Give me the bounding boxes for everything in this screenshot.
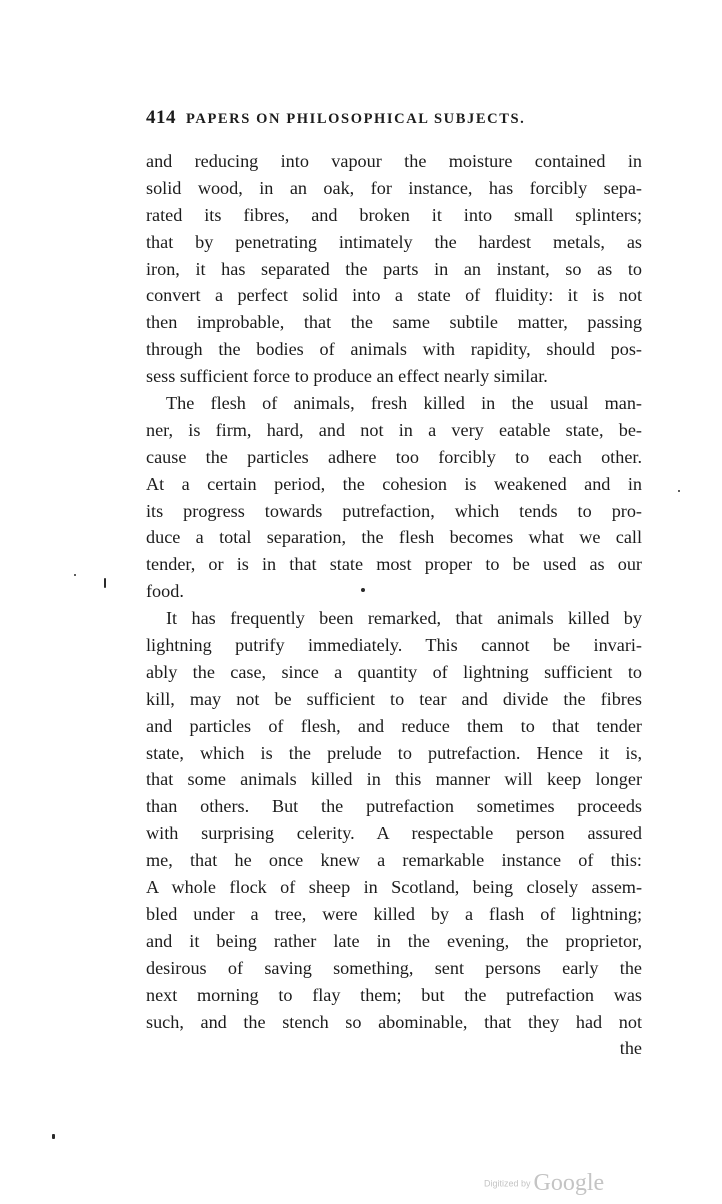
text-line: state, which is the prelude to putrefaction. Hence it is,: [146, 742, 642, 763]
text-line: convert a perfect solid into a state of fluidity: it is not: [146, 285, 642, 306]
text-line: that by penetrating intimately the hardest metals, as: [146, 231, 642, 252]
scan-speck: [361, 588, 365, 592]
scan-speck: [52, 1134, 55, 1139]
text-line: solid wood, in an oak, for instance, has forcibly sepa-: [146, 177, 642, 198]
text-line: with surprising celerity. A respectable person assured: [146, 823, 642, 844]
page-number: 414: [146, 107, 176, 128]
running-title: PAPERS ON PHILOSOPHICAL SUBJECTS.: [186, 111, 526, 127]
text-line: sess sufficient force to produce an effect nearly similar.: [146, 366, 548, 387]
text-line: bled under a tree, were killed by a flash of lightning;: [146, 903, 642, 924]
scan-speck: [104, 578, 106, 588]
text-line: me, that he once knew a remarkable instance of this:: [146, 850, 642, 871]
text-line: tender, or is in that state most proper to be used as our: [146, 554, 642, 575]
google-watermark: [484, 1170, 634, 1200]
text-line: ably the case, since a quantity of lightning sufficient to: [146, 661, 642, 682]
text-line: It has frequently been remarked, that animals killed by: [166, 608, 642, 629]
text-line: its progress towards putrefaction, which tends to pro-: [146, 500, 642, 521]
text-line: next morning to flay them; but the putrefaction was: [146, 984, 642, 1005]
text-line: that some animals killed in this manner will keep longer: [146, 769, 642, 790]
text-line: and it being rather late in the evening, the proprietor,: [146, 930, 642, 951]
text-line: At a certain period, the cohesion is weakened and in: [146, 473, 642, 494]
text-line: lightning putrify immediately. This cannot be invari-: [146, 635, 642, 656]
text-line: than others. But the putrefaction sometimes proceeds: [146, 796, 642, 817]
text-line: duce a total separation, the flesh becomes what we call: [146, 527, 642, 548]
text-line: through the bodies of animals with rapidity, should pos-: [146, 339, 642, 360]
scan-speck: [678, 490, 680, 492]
body-text: [146, 148, 642, 1062]
text-line: A whole flock of sheep in Scotland, being closely assem-: [146, 877, 642, 898]
text-line: and reducing into vapour the moisture contained in: [146, 151, 642, 171]
running-header: [146, 107, 642, 137]
text-line: rated its fibres, and broken it into small splinters;: [146, 204, 642, 225]
text-line: cause the particles adhere too forcibly to each other.: [146, 446, 642, 467]
digitized-by-label: Digitized by: [484, 1178, 531, 1189]
text-line: desirous of saving something, sent persons early the: [146, 957, 642, 978]
text-line: iron, it has separated the parts in an instant, so as to: [146, 258, 642, 279]
text-line: then improbable, that the same subtile matter, passing: [146, 312, 642, 333]
catchword: the: [619, 1038, 642, 1059]
text-line: The flesh of animals, fresh killed in the usual man-: [166, 393, 642, 414]
text-line: kill, may not be sufficient to tear and divide the fibres: [146, 688, 642, 709]
scan-speck: [74, 574, 76, 576]
text-line: food.: [146, 581, 184, 602]
text-line: such, and the stench so abominable, that they had not: [146, 1011, 642, 1032]
google-logo: Google: [533, 1170, 605, 1196]
text-line: ner, is firm, hard, and not in a very eatable state, be-: [146, 419, 642, 440]
text-line: and particles of flesh, and reduce them to that tender: [146, 715, 642, 736]
